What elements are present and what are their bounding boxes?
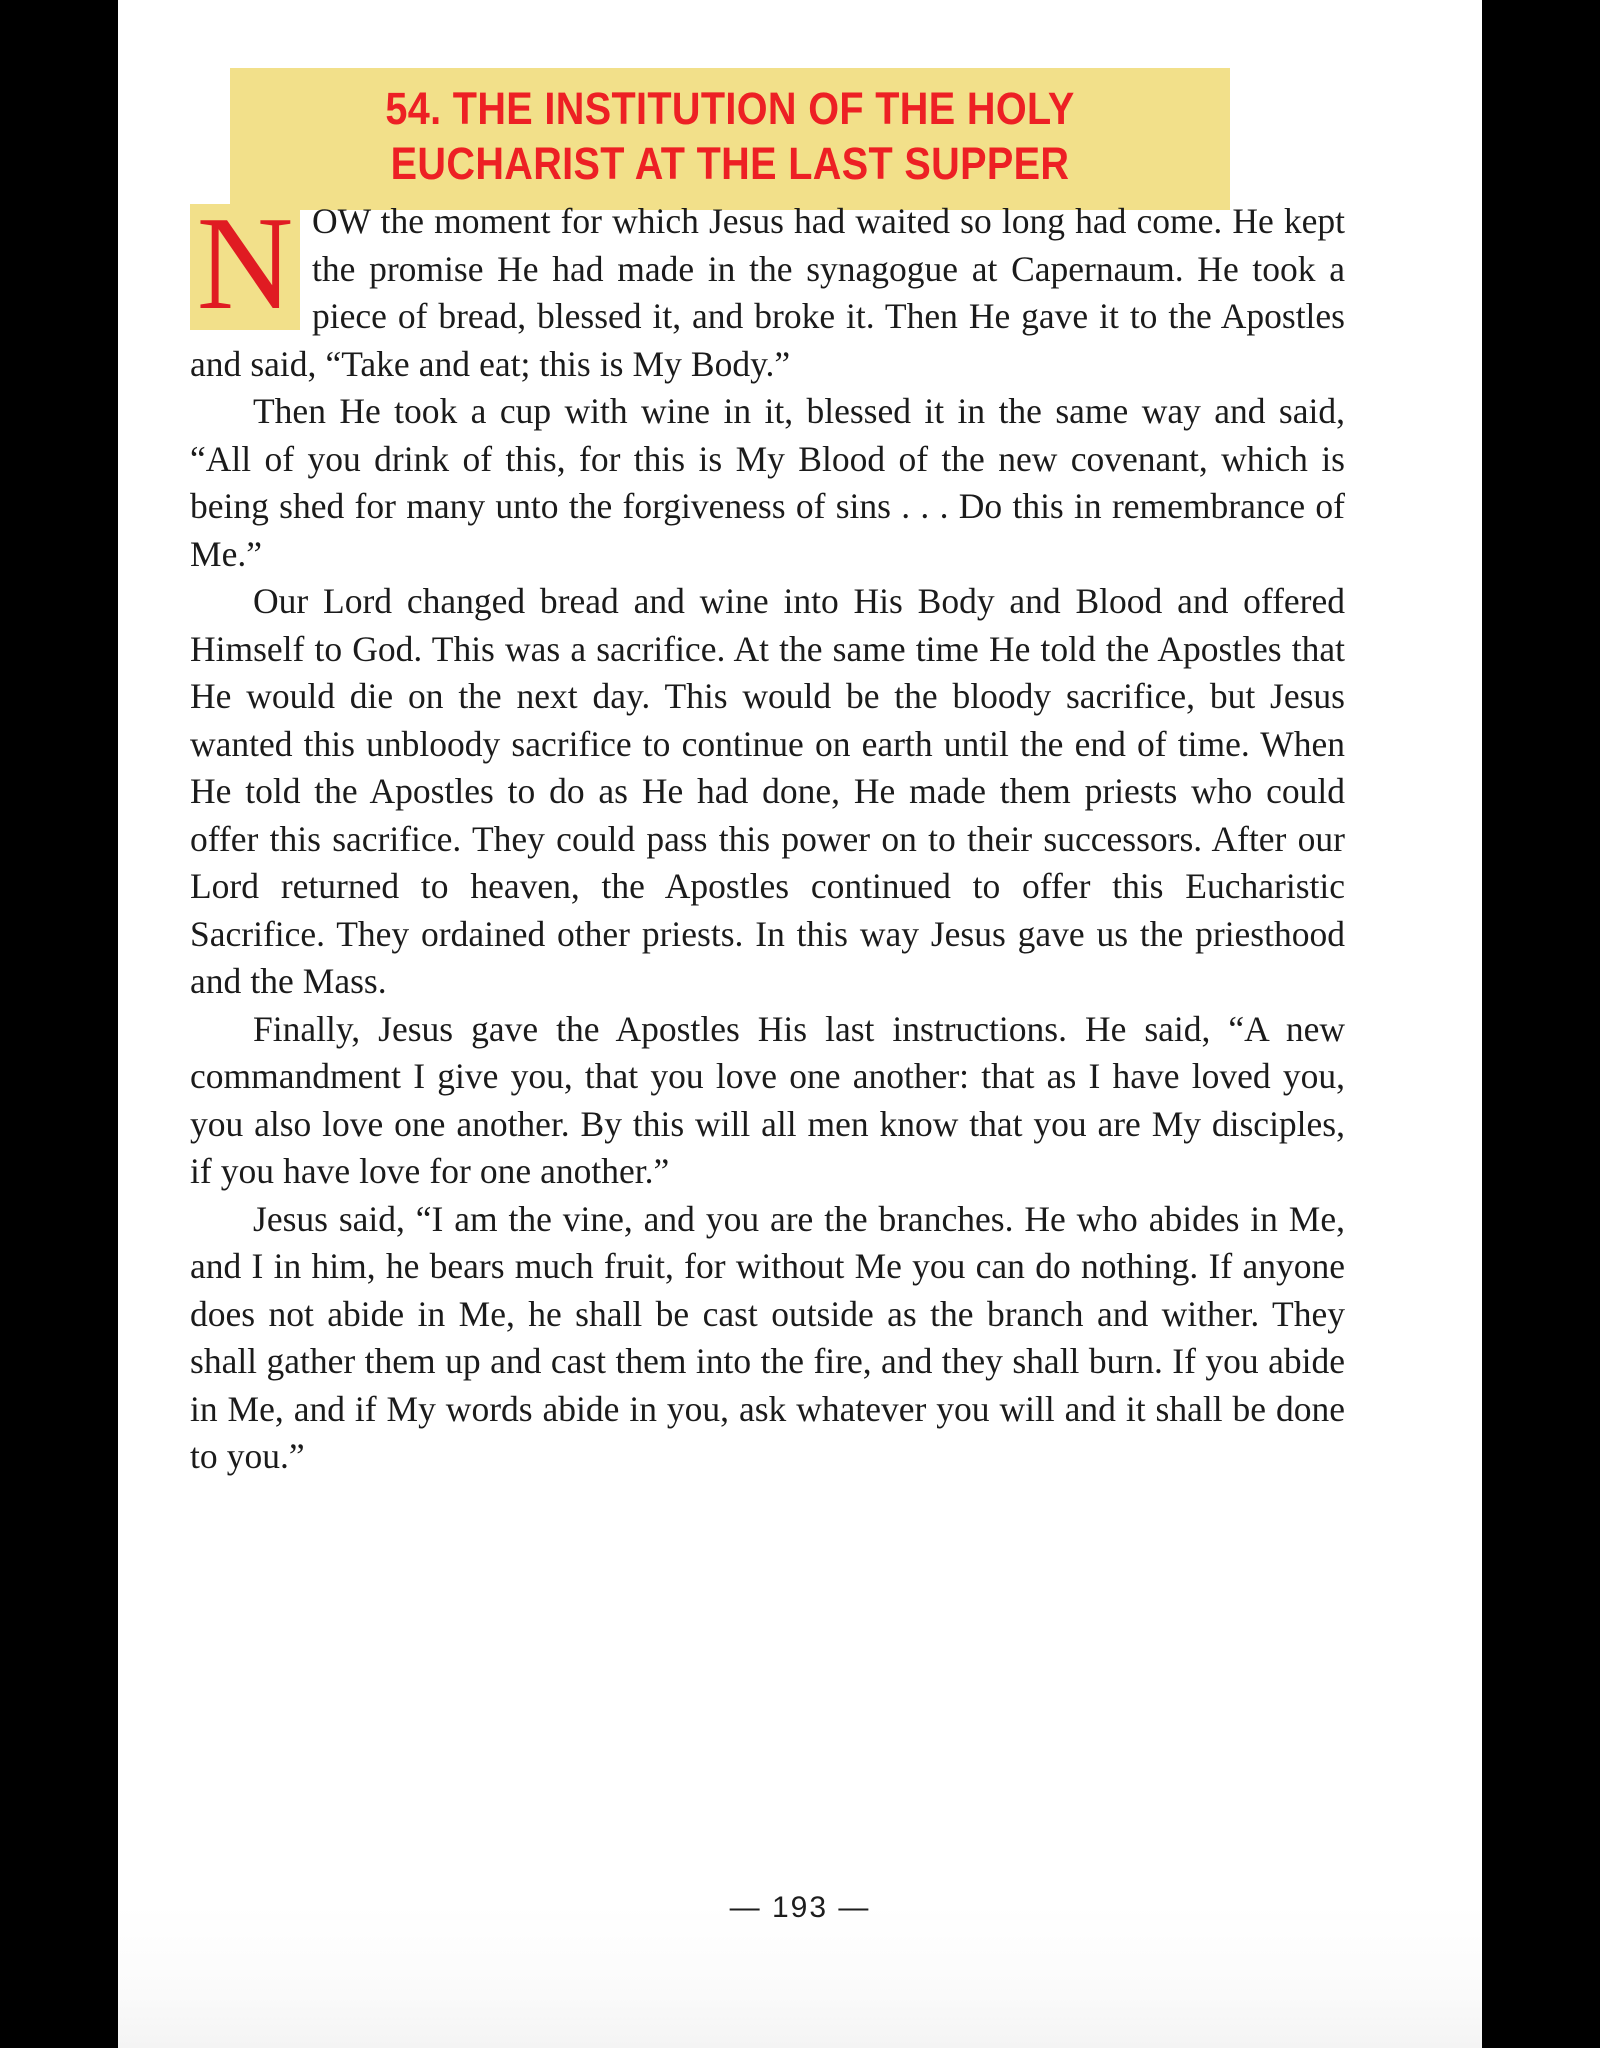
body-text-column <box>190 198 1345 1481</box>
chapter-title-banner <box>230 68 1230 210</box>
chapter-title-line-2: EUCHARIST AT THE LAST SUPPER <box>390 137 1070 189</box>
paragraph-1-text: OW the moment for which Jesus had waited so long had come. He kept the promise He had made in the synagogue at Capernaum. He took a piece of bread, blessed it, and broke it. Then He gave it to the Apostles and said, “Take and eat; this is My Body.” <box>190 201 1345 384</box>
drop-cap-letter: N <box>190 204 300 330</box>
chapter-title-line-1: 54. THE INSTITUTION OF THE HOLY <box>385 83 1075 134</box>
letterbox-right <box>1482 0 1600 2048</box>
paragraph-2: Then He took a cup with wine in it, blessed it in the same way and said, “All of you drink of this, for this is My Blood of the new covenant, which is being shed for many unto the forgiveness of sins . . . Do this in remembrance of Me.” <box>190 391 1345 574</box>
paragraph-4: Finally, Jesus gave the Apostles His last instructions. He said, “A new commandment I give you, that you love one another: that as I have loved you, you also love one another. By this will all men know that you are My disciples, if you have love for one another.” <box>190 1008 1345 1191</box>
book-page <box>118 0 1482 2048</box>
paragraph-1 <box>190 198 1345 388</box>
paragraph-5: Jesus said, “I am the vine, and you are the branches. He who abides in Me, and I in him, he bears much fruit, for without Me you can do nothing. If anyone does not abide in Me, he shall be cast outside as the branch and wither. They shall gather them up and cast them into the fire, and they shall burn. If you abide in Me, and if My words abide in you, ask whatever you will and it shall be done to you.” <box>190 1198 1345 1476</box>
letterbox-left <box>0 0 118 2048</box>
paragraph-3: Our Lord changed bread and wine into His Body and Blood and offered Himself to God. This was a sacrifice. At the same time He told the Apostles that He would die on the next day. This would be the bloody sacrifice, but Jesus wanted this unbloody sacrifice to continue on earth until the end of time. When He told the Apostles to do as He had done, He made them priests who could offer this sacrifice. They could pass this power on to their successors. After our Lord returned to heaven, the Apostles continued to offer this Eucharistic Sacrifice. They ordained other priests. In this way Jesus gave us the priesthood and the Mass. <box>190 581 1345 1001</box>
page-number: — 193 — <box>729 1891 871 1924</box>
